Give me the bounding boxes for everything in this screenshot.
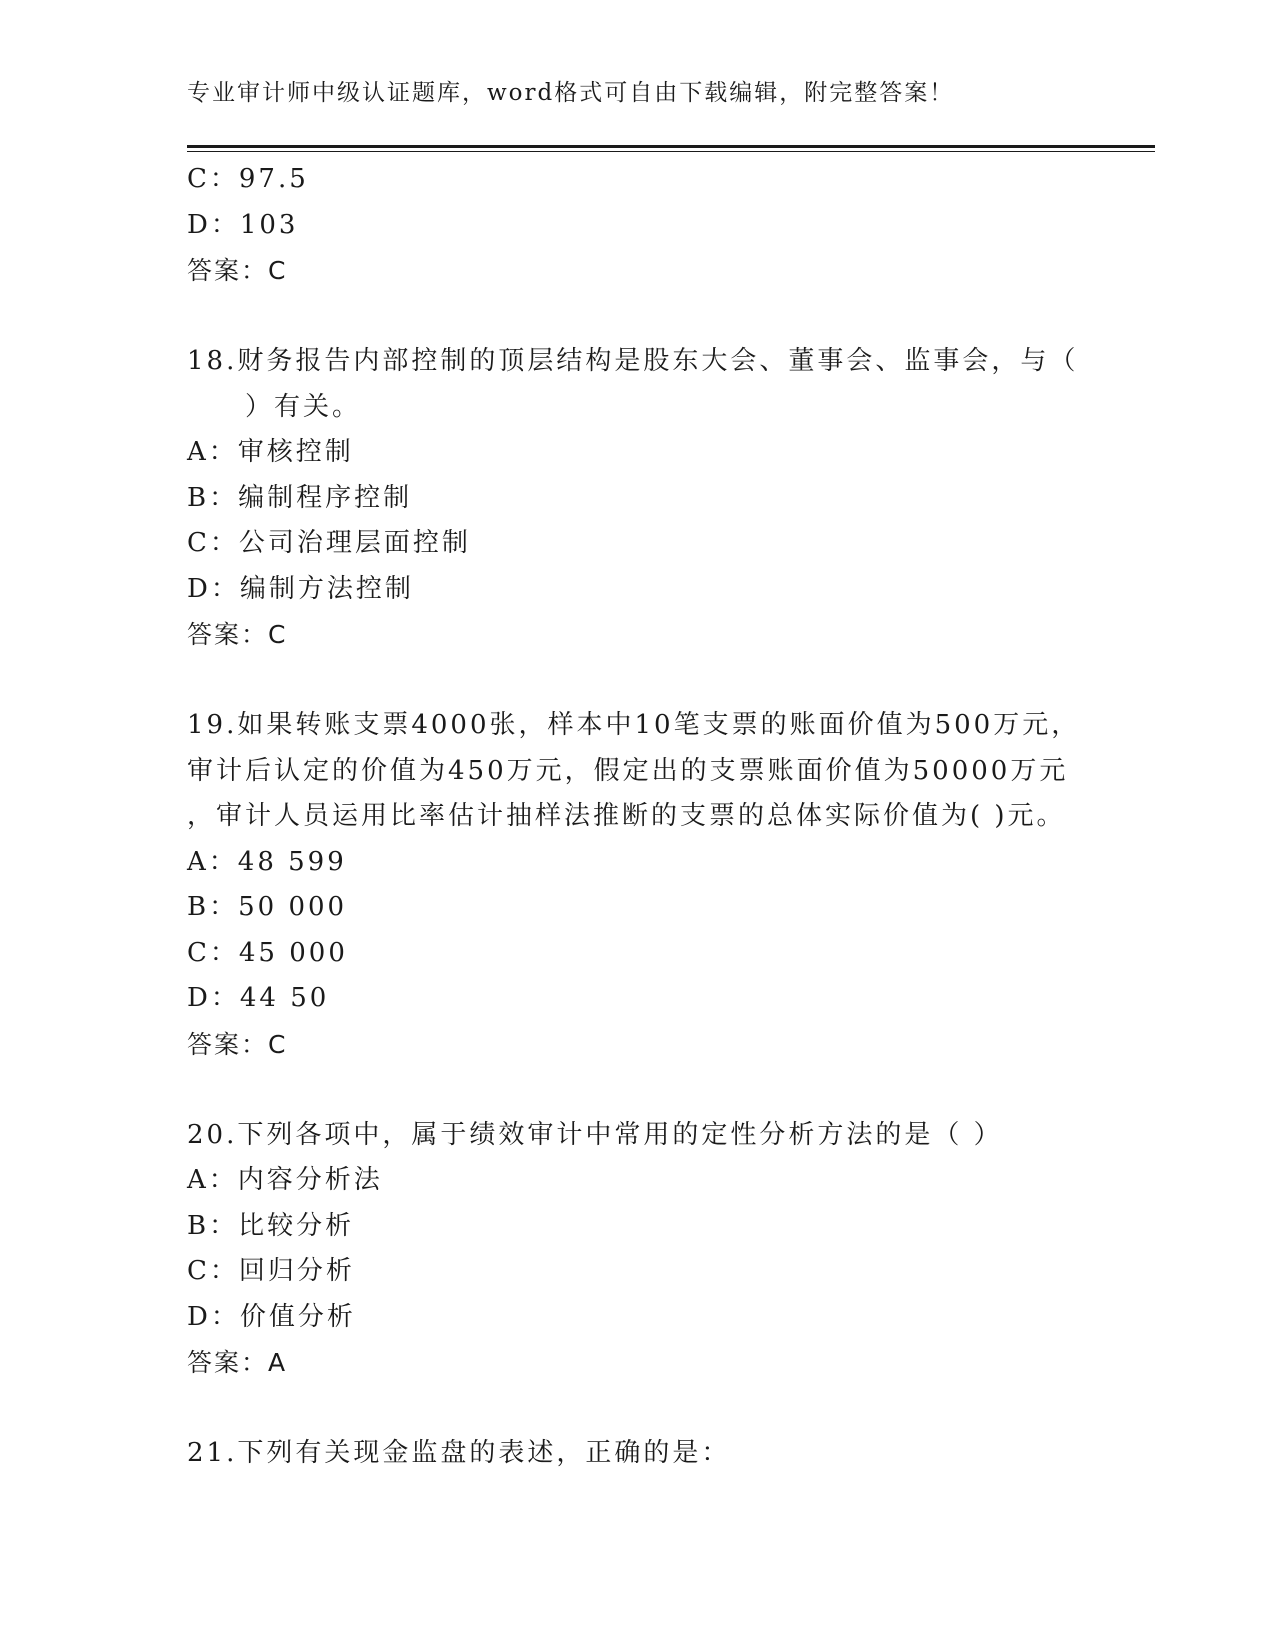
q17-answer: 答案：C [187,256,288,285]
q18-option-d: D：编制方法控制 [187,573,414,604]
q19-answer: 答案：C [187,1029,288,1059]
q19-option-b: B：50 000 [187,892,348,922]
q19-stem: 19.如果转账支票4000张，样本中10笔支票的账面价值为500万元， [187,710,1081,740]
q19-stem-cont-1: 审计后认定的价值为450万元，假定出的支票账面价值为50000万元 [187,755,1069,786]
q19-option-c: C：45 000 [187,937,348,968]
q17-option-c: C：97.5 [187,164,309,194]
q20-option-a: A：内容分析法 [187,1165,383,1195]
header-rule-thick [187,145,1155,148]
q20-stem: 20.下列各项中，属于绩效审计中常用的定性分析方法的是（ ） [187,1119,1003,1150]
q19-option-a: A：48 599 [187,846,347,877]
q19-option-d: D：44 50 [187,983,330,1013]
question-content [187,157,1087,1477]
q18-option-b: B：编制程序控制 [187,482,413,513]
q18-stem: 18.财务报告内部控制的顶层结构是股东大会、董事会、监事会，与（ [187,346,1079,376]
q20-option-d: D：价值分析 [187,1301,356,1332]
q19-stem-cont-2: ，审计人员运用比率估计抽样法推断的支票的总体实际价值为( )元。 [187,801,1066,831]
q20-option-b: B：比较分析 [187,1210,355,1241]
q18-stem-cont: ）有关。 [245,391,362,422]
page-header: 专业审计师中级认证题库，word格式可自由下载编辑，附完整答案！ [187,80,955,106]
q20-option-c: C：回归分析 [187,1256,355,1286]
q20-answer: 答案：A [187,1348,288,1377]
q18-option-a: A：审核控制 [187,437,354,467]
q17-option-d: D：103 [187,209,299,240]
q18-answer: 答案：C [187,620,288,649]
q18-option-c: C：公司治理层面控制 [187,528,471,558]
header-rule-thin [187,151,1155,152]
q21-stem: 21.下列有关现金监盘的表述，正确的是： [187,1438,731,1468]
